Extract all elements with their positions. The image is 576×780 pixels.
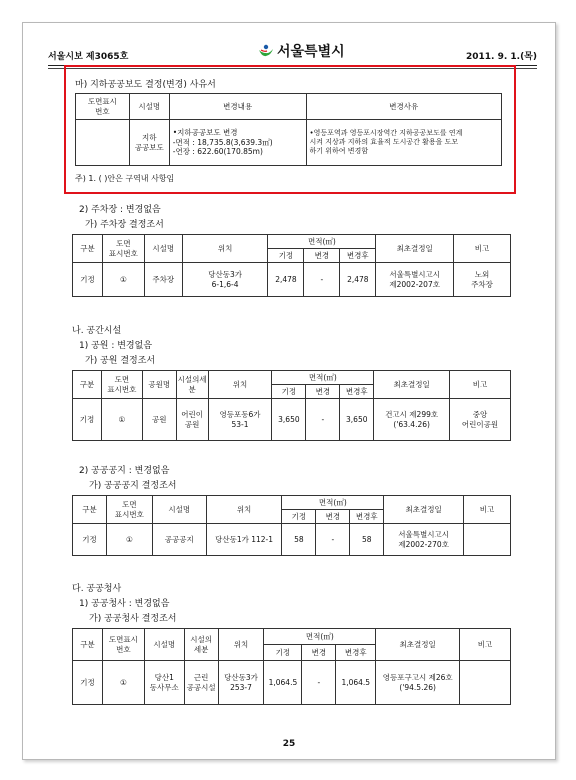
th-area: 면적(㎡) xyxy=(282,496,384,510)
th-area-before: 기정 xyxy=(264,645,302,661)
th-cat: 구분 xyxy=(73,371,102,399)
th-note: 비고 xyxy=(464,496,511,524)
th-sub: 시설의 세분 xyxy=(184,629,218,661)
underpass-title: 마) 지하공공보도 결정(변경) 사유서 xyxy=(75,80,216,90)
parking-title: 2) 주차장 : 변경없음 xyxy=(79,205,161,215)
th-cat: 구분 xyxy=(73,235,103,263)
th-sub: 시설의세 분 xyxy=(176,371,208,399)
office-subtitle2: 가) 공공청사 결정조서 xyxy=(89,614,177,624)
th-content: 변경내용 xyxy=(169,94,306,120)
cell-loc: 당산동3가 6-1,6-4 xyxy=(182,263,268,297)
issue-date: 2011. 9. 1.(목) xyxy=(465,52,537,62)
cell-cat: 기정 xyxy=(73,524,107,556)
cell-facility: 공원 xyxy=(142,399,176,441)
th-facility: 시설명 xyxy=(129,94,169,120)
underpass-table xyxy=(75,93,502,166)
park-table xyxy=(72,370,511,441)
cell-a3: 2,478 xyxy=(340,263,376,297)
th-area-after: 변경후 xyxy=(336,645,376,661)
th-note: 비고 xyxy=(460,629,511,661)
cell-content: •지하공공보도 변경 -면적 : 18,735.8(3,639.3㎡) -연장 : 622.60(170.85m) xyxy=(169,120,306,166)
th-area-after: 변경후 xyxy=(340,385,374,399)
parking-subtitle: 가) 주차장 결정조서 xyxy=(85,220,164,230)
cell-note: 중앙 어린이공원 xyxy=(450,399,511,441)
page-header xyxy=(48,41,537,63)
th-area-change: 변경 xyxy=(302,645,336,661)
cell-a1: 1,064.5 xyxy=(264,661,302,705)
th-facility: 시설명 xyxy=(144,235,182,263)
cell-a1: 58 xyxy=(282,524,316,556)
th-area-before: 기정 xyxy=(268,249,304,263)
th-loc: 위치 xyxy=(182,235,268,263)
cell-a2: - xyxy=(316,524,350,556)
th-facility: 공원명 xyxy=(142,371,176,399)
th-cat: 구분 xyxy=(73,496,107,524)
th-facility: 시설명 xyxy=(152,496,206,524)
th-area-change: 변경 xyxy=(304,249,340,263)
th-area: 면적(㎡) xyxy=(264,629,376,645)
th-no: 도면 표시번호 xyxy=(106,496,152,524)
page-sheet xyxy=(22,22,556,760)
cell-reason: •영등포역과 영등포시장역간 지하공공보도를 연계 시켜 지상과 지하의 효율적 도시공간 활용을 도모 하기 위하여 변경함 xyxy=(306,120,501,166)
cell-a2: - xyxy=(306,399,340,441)
cell-loc: 당산동3가 253-7 xyxy=(218,661,264,705)
th-final: 최초결정일 xyxy=(376,629,460,661)
cell-cat: 기정 xyxy=(73,661,103,705)
openspace-table xyxy=(72,495,511,556)
cell-a3: 3,650 xyxy=(340,399,374,441)
cell-no xyxy=(76,120,130,166)
publisher-name: 서울특별시 xyxy=(277,44,345,60)
space-title: 나. 공간시설 xyxy=(72,326,122,336)
parking-table xyxy=(72,234,511,297)
office-subtitle1: 1) 공공청사 : 변경없음 xyxy=(79,599,170,609)
th-area-after: 변경후 xyxy=(340,249,376,263)
openspace-title: 2) 공공공지 : 변경없음 xyxy=(79,466,170,476)
th-loc: 위치 xyxy=(206,496,282,524)
cell-sub: 어린이 공원 xyxy=(176,399,208,441)
gazette-number: 서울시보 제3065호 xyxy=(48,52,129,62)
cell-cat: 기정 xyxy=(73,263,103,297)
park-title: 1) 공원 : 변경없음 xyxy=(79,341,153,351)
cell-facility: 공공공지 xyxy=(152,524,206,556)
cell-a2: - xyxy=(304,263,340,297)
underpass-note: 주) 1. ( )안은 구역내 사항임 xyxy=(75,174,175,183)
cell-no: ① xyxy=(102,661,144,705)
cell-facility: 지하 공공보도 xyxy=(129,120,169,166)
cell-facility: 당산1 동사무소 xyxy=(144,661,184,705)
cell-facility: 주차장 xyxy=(144,263,182,297)
publisher xyxy=(258,41,345,61)
park-subtitle: 가) 공원 결정조서 xyxy=(85,356,156,366)
cell-no: ① xyxy=(106,524,152,556)
th-area-change: 변경 xyxy=(316,510,350,524)
th-note: 비고 xyxy=(454,235,511,263)
th-loc: 위치 xyxy=(218,629,264,661)
cell-a3: 1,064.5 xyxy=(336,661,376,705)
cell-final: 건고시 제299호 ('63.4.26) xyxy=(374,399,450,441)
cell-a2: - xyxy=(302,661,336,705)
th-area-before: 기정 xyxy=(282,510,316,524)
cell-a3: 58 xyxy=(350,524,384,556)
th-note: 비고 xyxy=(450,371,511,399)
seoul-logo-icon xyxy=(258,44,274,58)
cell-final: 서울특별시고시 제2002-270호 xyxy=(384,524,464,556)
cell-sub: 근린 공공시설 xyxy=(184,661,218,705)
cell-no: ① xyxy=(101,399,142,441)
th-final: 최초결정일 xyxy=(374,371,450,399)
cell-a1: 2,478 xyxy=(268,263,304,297)
th-area-after: 변경후 xyxy=(350,510,384,524)
th-area: 면적(㎡) xyxy=(272,371,374,385)
th-final: 최초결정일 xyxy=(376,235,454,263)
office-title: 다. 공공청사 xyxy=(72,584,122,594)
page-number: 25 xyxy=(282,739,296,749)
cell-final: 서울특별시고시 제2002-207호 xyxy=(376,263,454,297)
th-no: 도면 표시번호 xyxy=(102,235,144,263)
office-table xyxy=(72,628,511,705)
th-reason: 변경사유 xyxy=(306,94,501,120)
th-facility: 시설명 xyxy=(144,629,184,661)
cell-no: ① xyxy=(102,263,144,297)
cell-loc: 당산동1가 112-1 xyxy=(206,524,282,556)
cell-note xyxy=(460,661,511,705)
th-area-change: 변경 xyxy=(306,385,340,399)
openspace-subtitle: 가) 공공공지 결정조서 xyxy=(89,481,177,491)
th-area-before: 기정 xyxy=(272,385,306,399)
th-final: 최초결정일 xyxy=(384,496,464,524)
cell-note: 노외 주차장 xyxy=(454,263,511,297)
cell-loc: 영등포동6가 53-1 xyxy=(208,399,272,441)
cell-final: 영등포구고시 제26호 ('94.5.26) xyxy=(376,661,460,705)
cell-a1: 3,650 xyxy=(272,399,306,441)
th-loc: 위치 xyxy=(208,371,272,399)
th-cat: 구분 xyxy=(73,629,103,661)
cell-cat: 기정 xyxy=(73,399,102,441)
cell-note xyxy=(464,524,511,556)
th-no: 도면표시 번호 xyxy=(76,94,130,120)
th-no: 도면표시 번호 xyxy=(102,629,144,661)
th-no: 도면 표시번호 xyxy=(101,371,142,399)
th-area: 면적(㎡) xyxy=(268,235,376,249)
